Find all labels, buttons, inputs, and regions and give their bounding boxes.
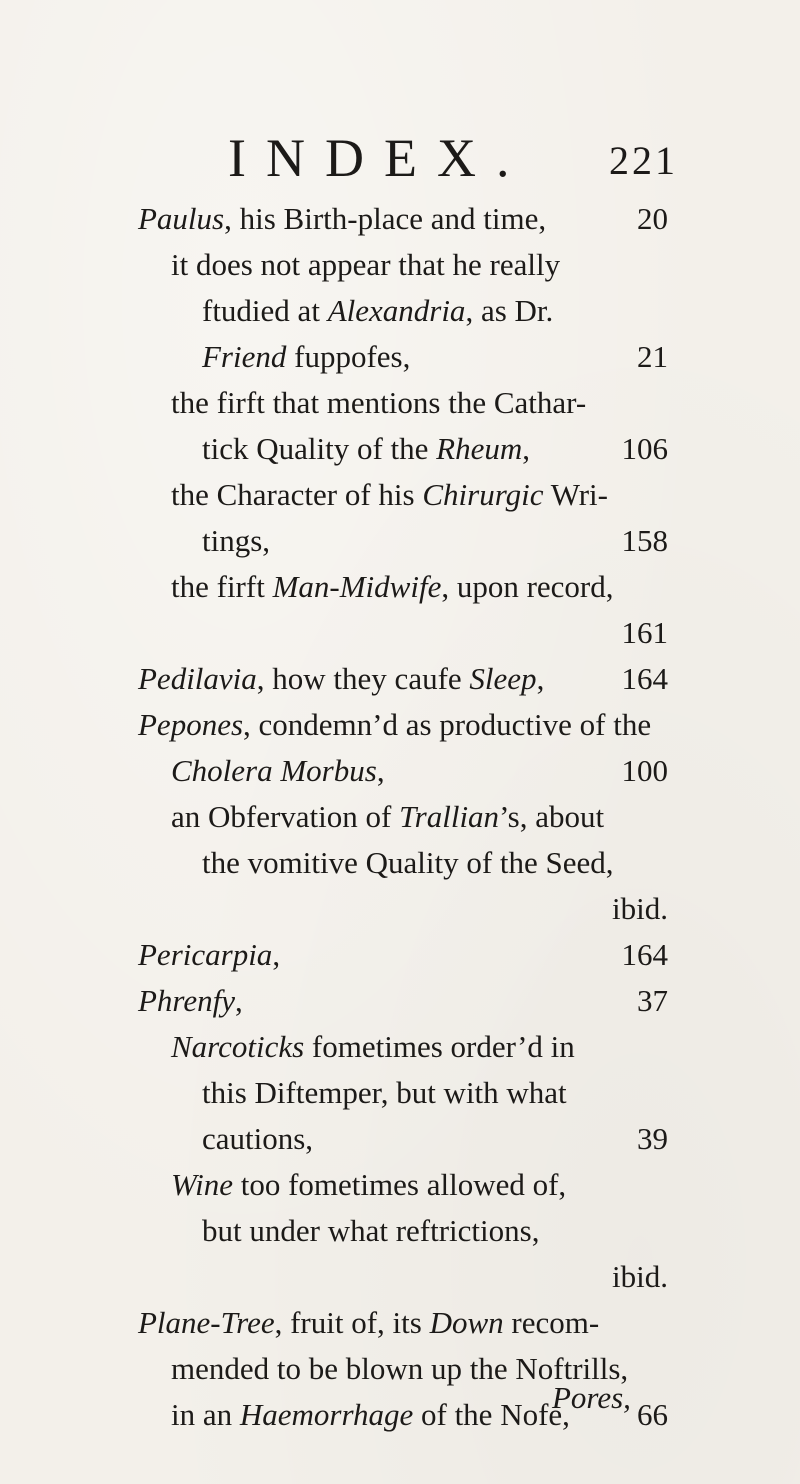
index-line-text: [171, 1167, 566, 1202]
page-reference: 164: [621, 661, 668, 696]
text-run: ,: [536, 661, 545, 696]
index-line: [138, 1208, 668, 1254]
italic-term: Cholera Morbus: [171, 753, 377, 788]
index-line-text: [171, 477, 608, 512]
index-line: [138, 196, 668, 242]
index-line: [138, 1300, 668, 1346]
index-line: [138, 978, 668, 1024]
index-line: [138, 1162, 668, 1208]
italic-term: Plane-Tree: [138, 1305, 275, 1340]
text-run: the vomitive Quality of the Seed,: [202, 845, 614, 880]
index-line-text: [202, 845, 614, 880]
index-line: [138, 472, 668, 518]
index-line: [138, 794, 668, 840]
index-line-text: [138, 661, 544, 696]
index-line-text: [138, 707, 651, 742]
index-line: [138, 564, 668, 610]
italic-term: Haemorrhage: [239, 1397, 414, 1432]
page-number: 221: [609, 138, 678, 183]
text-run: , condemn’d as productive of the: [243, 707, 652, 742]
page-reference: 20: [637, 201, 668, 236]
index-line-text: [171, 385, 586, 420]
index-line: [138, 380, 668, 426]
index-line-text: [202, 339, 410, 374]
text-run: , as Dr.: [465, 293, 554, 328]
text-run: tick Quality of the: [202, 431, 437, 466]
index-line: [138, 1024, 668, 1070]
index-line-text: [138, 983, 243, 1018]
text-run: the firft: [171, 569, 273, 604]
italic-term: Pericarpia: [138, 937, 273, 972]
italic-term: Chirurgic: [422, 477, 544, 512]
catchword: Pores,: [552, 1380, 631, 1415]
page-reference: 164: [621, 937, 668, 972]
text-run: ’s, about: [499, 799, 605, 834]
index-line: [138, 1254, 668, 1300]
text-run: this Diftemper, but with what: [202, 1075, 567, 1110]
index-line-text: [171, 569, 614, 604]
index-line-text: [138, 937, 280, 972]
index-line: [138, 932, 668, 978]
italic-term: Trallian: [399, 799, 500, 834]
italic-term: Rheum: [436, 431, 523, 466]
italic-term: Sleep: [469, 661, 537, 696]
page-reference: 66: [637, 1397, 668, 1432]
index-line: [138, 426, 668, 472]
text-run: ,: [376, 753, 385, 788]
index-line: [138, 610, 668, 656]
index-line: [138, 334, 668, 380]
index-line-text: [171, 1397, 570, 1432]
italic-term: Alexandria: [327, 293, 466, 328]
text-run: Wri-: [543, 477, 608, 512]
italic-term: Phrenfy: [138, 983, 235, 1018]
text-run: the firft that mentions the Cathar-: [171, 385, 587, 420]
text-run: but under what reftrictions,: [202, 1213, 540, 1248]
text-run: ,: [272, 937, 281, 972]
page-reference: 106: [621, 431, 668, 466]
index-line-text: [202, 1075, 567, 1110]
text-run: too fometimes allowed of,: [233, 1167, 567, 1202]
text-run: fometimes order’d in: [304, 1029, 575, 1064]
index-line: [138, 288, 668, 334]
index-line: [138, 702, 668, 748]
index-line-text: [202, 523, 270, 558]
index-line: [138, 242, 668, 288]
index-line: [138, 886, 668, 932]
index-line-text: [202, 1121, 313, 1156]
index-line-text: [202, 1213, 539, 1248]
page-reference: 100: [621, 753, 668, 788]
index-line-text: [171, 1029, 575, 1064]
text-run: , how they caufe: [256, 661, 470, 696]
text-run: it does not appear that he really: [171, 247, 561, 282]
text-run: cautions,: [202, 1121, 314, 1156]
page-reference: ibid.: [612, 891, 668, 926]
text-run: fuppofes,: [286, 339, 411, 374]
text-run: an Obfervation of: [171, 799, 400, 834]
page-reference: ibid.: [612, 1259, 668, 1294]
italic-term: Pepones: [138, 707, 244, 742]
text-run: in an: [171, 1397, 240, 1432]
text-run: , fruit of, its: [274, 1305, 430, 1340]
index-line-text: [171, 753, 385, 788]
text-run: recom-: [503, 1305, 600, 1340]
italic-term: Down: [429, 1305, 504, 1340]
index-line: [138, 1070, 668, 1116]
italic-term: Man-Midwife: [272, 569, 442, 604]
index-line: [138, 748, 668, 794]
page-reference: 21: [637, 339, 668, 374]
text-run: , upon record,: [441, 569, 614, 604]
index-line: [138, 840, 668, 886]
text-run: , his Birth-place and time,: [224, 201, 547, 236]
index-line: [138, 1116, 668, 1162]
index-line-text: [202, 293, 553, 328]
italic-term: Narcoticks: [171, 1029, 305, 1064]
index-line-text: [138, 1305, 599, 1340]
index-line: [138, 656, 668, 702]
text-run: ftudied at: [202, 293, 328, 328]
page-reference: 161: [621, 615, 668, 650]
italic-term: Pedilavia: [138, 661, 257, 696]
text-run: ,: [234, 983, 243, 1018]
text-run: of the Nofe,: [413, 1397, 570, 1432]
text-run: mended to be blown up the Noftrills,: [171, 1351, 629, 1386]
italic-term: Paulus: [138, 201, 225, 236]
italic-term: Friend: [202, 339, 287, 374]
page-reference: 158: [621, 523, 668, 558]
text-run: ,: [522, 431, 531, 466]
page-reference: 37: [637, 983, 668, 1018]
index-entries: [138, 196, 668, 1438]
index-title: INDEX.: [228, 128, 530, 188]
index-line-text: [171, 247, 560, 282]
index-line-text: [138, 201, 546, 236]
italic-term: Wine: [171, 1167, 233, 1202]
index-line-text: [171, 799, 604, 834]
text-run: tings,: [202, 523, 271, 558]
page-reference: 39: [637, 1121, 668, 1156]
page-header: [228, 128, 678, 188]
index-line: [138, 518, 668, 564]
text-run: the Character of his: [171, 477, 423, 512]
index-line-text: [202, 431, 530, 466]
